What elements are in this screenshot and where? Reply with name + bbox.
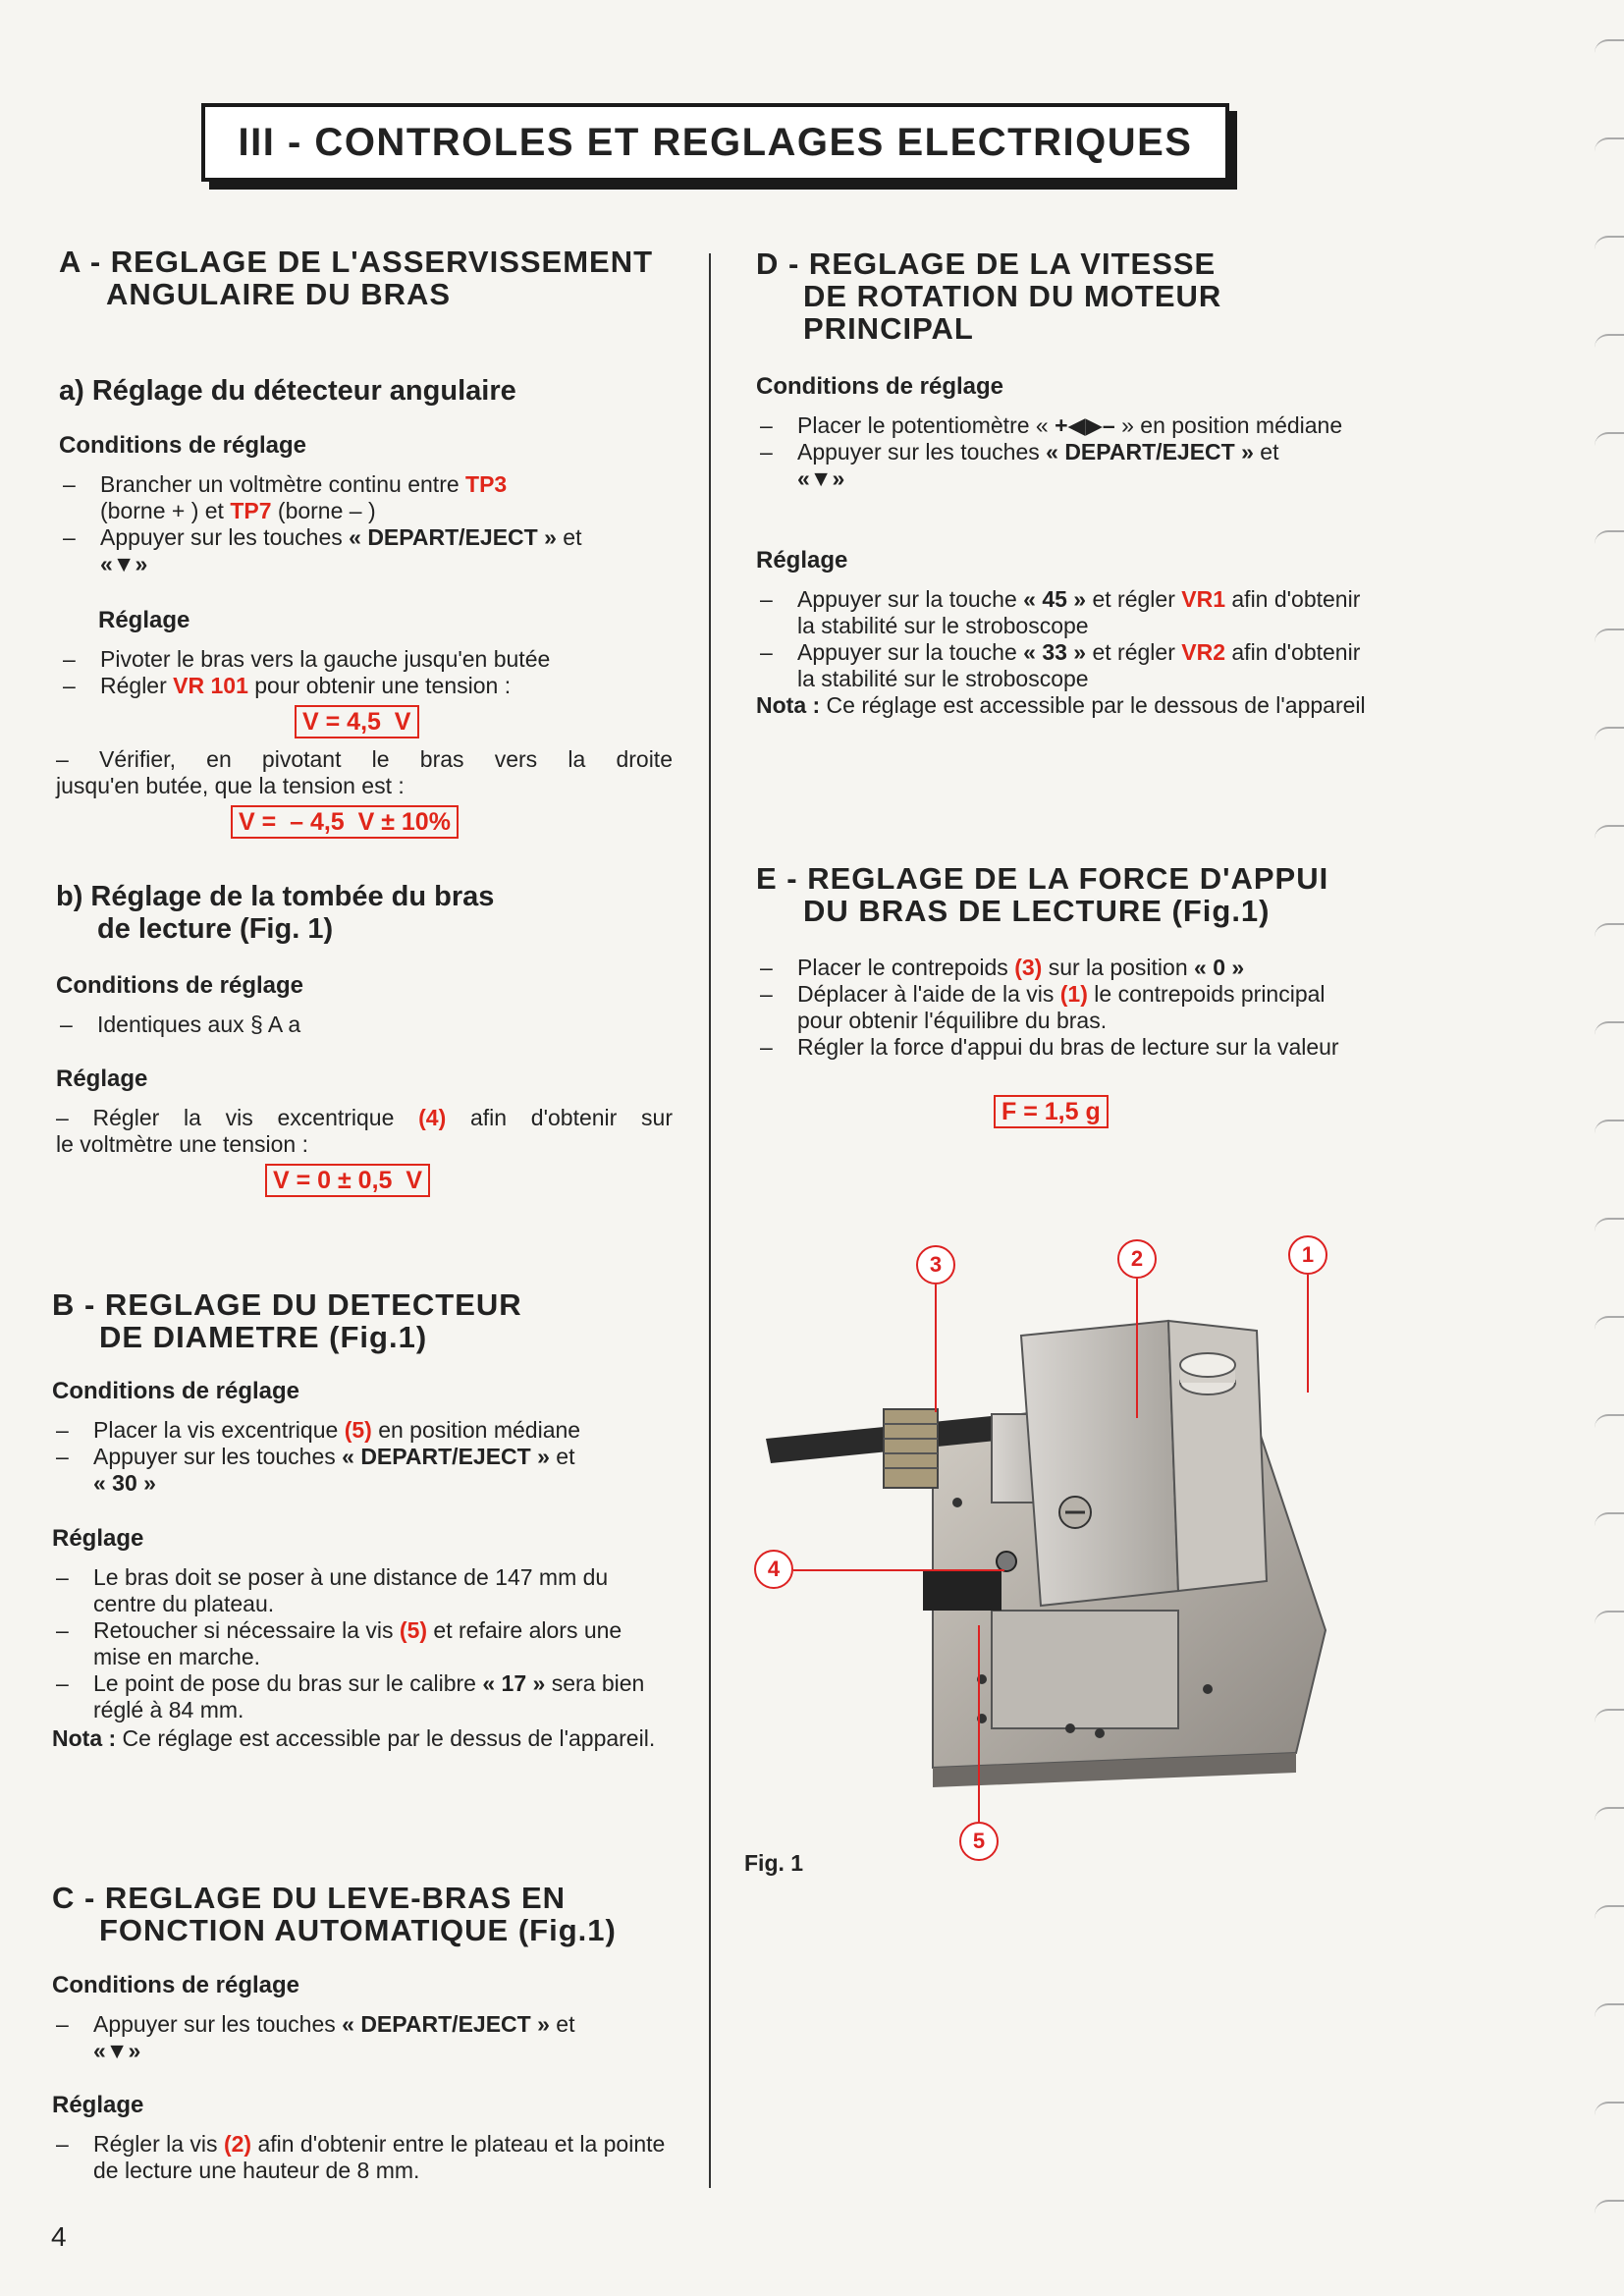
value-text: V = – 4,5 V ± 10% (231, 805, 459, 839)
d-reglage-list (756, 586, 1375, 719)
list-item: – Appuyer sur la touche « 33 » et régler VR2 afin d'obtenir la stabilité sur le stroboscope (760, 639, 1361, 691)
text: le voltmètre une tension : (56, 1131, 308, 1157)
page-title-box (201, 103, 1229, 182)
list-item: – Placer la vis excentrique (5) en position médiane (56, 1417, 581, 1443)
text: E - REGLAGE DE LA FORCE D'APPUI (756, 861, 1329, 896)
callout-5: 5 (959, 1822, 999, 1861)
binder-hole-mark (1595, 137, 1624, 151)
binder-hole-mark (1595, 727, 1624, 740)
text: et (549, 2011, 575, 2037)
text: et régler (1086, 639, 1182, 665)
note-text: Ce réglage est accessible par le dessous de l'appareil (820, 692, 1366, 718)
list-item: – Pivoter le bras vers la gauche jusqu'en butée (63, 646, 551, 672)
subsection-a-a-heading: a) Réglage du détecteur angulaire (59, 375, 516, 407)
b-reglage-list (52, 1564, 671, 1752)
binder-hole-mark (1595, 1218, 1624, 1231)
text: DE ROTATION DU MOTEUR (803, 279, 1222, 313)
text: b) Réglage de la tombée du bras (56, 881, 495, 912)
list-item: – Placer le contrepoids (3) sur la position « 0 » (760, 955, 1245, 980)
text: DU BRAS DE LECTURE (Fig.1) (803, 894, 1271, 928)
list-item: – Appuyer sur les touches « DEPART/EJECT » et «▼» (63, 524, 582, 576)
text: Régler la force d'appui du bras de lecture sur la valeur (797, 1034, 1339, 1060)
text: et refaire alors une mise en marche. (93, 1617, 623, 1669)
note-text: Ce réglage est accessible par le dessus de l'appareil. (116, 1725, 656, 1751)
text: « 0 » (1194, 955, 1245, 980)
a-a-reglage-label: Réglage (98, 607, 190, 633)
c-conditions-label: Conditions de réglage (52, 1972, 300, 1998)
section-e-heading (756, 862, 1384, 927)
ref-2: (2) (223, 2131, 252, 2157)
binder-hole-mark (1595, 1905, 1624, 1919)
key-label: « DEPART/EJECT » (349, 524, 557, 550)
subsection-a-b-heading (56, 881, 684, 946)
text: PRINCIPAL (803, 311, 974, 346)
text: en position médiane (371, 1417, 581, 1443)
text: Régler (100, 673, 174, 698)
list-item: – Appuyer sur les touches « DEPART/EJECT » et « 30 » (56, 1444, 575, 1496)
page-number: 4 (51, 2221, 67, 2252)
a-b-conditions-label: Conditions de réglage (56, 972, 304, 999)
key-label: « 30 » (93, 1470, 156, 1496)
binder-hole-mark (1595, 1807, 1624, 1821)
list-item: – Régler la vis (2) afin d'obtenir entre le plateau et la pointe de lecture une hauteur de 8 mm. (56, 2131, 666, 2183)
text: Identiques aux § A a (97, 1011, 301, 1037)
binder-hole-mark (1595, 1316, 1624, 1330)
binder-hole-mark (1595, 2102, 1624, 2115)
binder-hole-mark (1595, 334, 1624, 348)
binder-hole-mark (1595, 825, 1624, 839)
d-note (756, 692, 1375, 719)
list-item: – Retoucher si nécessaire la vis (5) et refaire alors une mise en marche. (56, 1617, 623, 1669)
key-label: « 33 » (1023, 639, 1087, 665)
list-item: – Identiques aux § A a (60, 1011, 301, 1037)
list-item: – Régler VR 101 pour obtenir une tension : (63, 673, 512, 698)
text: Appuyer sur les touches (100, 524, 350, 550)
b-conditions-list (52, 1417, 671, 1497)
text: et régler (1086, 586, 1182, 612)
text: Appuyer sur les touches (93, 2011, 343, 2037)
text: Appuyer sur la touche (797, 639, 1024, 665)
text: le contrepoids principal pour obtenir l'équilibre du bras. (797, 981, 1326, 1033)
down-key-label: «▼» (100, 551, 148, 576)
text: pour obtenir une tension : (247, 673, 512, 698)
text: Le point de pose du bras sur le calibre (93, 1670, 483, 1696)
list-item: – Appuyer sur les touches « DEPART/EJECT » et «▼» (760, 439, 1279, 491)
callout-4-line (793, 1569, 1004, 1571)
value-text: V = 4,5 V (295, 705, 419, 738)
text: afin d'obtenir la stabilité sur le stroboscope (797, 639, 1361, 691)
key-label: « DEPART/EJECT » (342, 1444, 550, 1469)
text: Placer la vis excentrique (93, 1417, 345, 1443)
callout-3: 3 (916, 1245, 955, 1285)
ref-5: (5) (344, 1417, 372, 1443)
section-c-heading (52, 1882, 680, 1946)
callout-2-line (1136, 1279, 1138, 1418)
list-item: – Régler la force d'appui du bras de lecture sur la valeur (760, 1034, 1339, 1060)
text: – Régler la vis excentrique (56, 1105, 419, 1130)
key-label: « DEPART/EJECT » (342, 2011, 550, 2037)
potentiometer-symbol: +◀▶– (1055, 412, 1115, 438)
vr2-label: VR2 (1181, 639, 1225, 665)
ref-5: (5) (399, 1617, 428, 1643)
text: Appuyer sur les touches (93, 1444, 343, 1469)
a-a-conditions-label: Conditions de réglage (59, 432, 307, 459)
binder-hole-mark (1595, 629, 1624, 642)
text: Placer le potentiomètre « (797, 412, 1056, 438)
text: afin d'obtenir la stabilité sur le stroboscope (797, 586, 1361, 638)
binder-hole-mark (1595, 1021, 1624, 1035)
b-note (52, 1725, 671, 1752)
binder-hole-mark (1595, 2200, 1624, 2214)
callout-4: 4 (754, 1550, 793, 1589)
d-conditions-list (756, 412, 1375, 492)
vr101-label: VR 101 (173, 673, 248, 698)
text: Appuyer sur les touches (797, 439, 1047, 465)
text: Brancher un voltmètre continu entre (100, 471, 466, 497)
b-conditions-label: Conditions de réglage (52, 1378, 300, 1404)
value-text: V = 0 ± 0,5 V (265, 1164, 430, 1197)
text: FONCTION AUTOMATIQUE (Fig.1) (99, 1913, 617, 1947)
text: B - REGLAGE DU DETECTEUR (52, 1287, 522, 1322)
figure-caption: Fig. 1 (744, 1850, 804, 1876)
text: (borne – ) (271, 498, 376, 523)
d-conditions-label: Conditions de réglage (756, 373, 1004, 400)
key-label: « DEPART/EJECT » (1046, 439, 1254, 465)
text: Pivoter le bras vers la gauche jusqu'en butée (100, 646, 551, 672)
text: Appuyer sur la touche (797, 586, 1024, 612)
ref-1: (1) (1059, 981, 1088, 1007)
text: Régler la vis (93, 2131, 224, 2157)
d-reglage-label: Réglage (756, 547, 848, 574)
text: de lecture (Fig. 1) (97, 913, 334, 945)
binder-hole-mark (1595, 1414, 1624, 1428)
section-a-heading-line1: A - REGLAGE DE L'ASSERVISSEMENT (59, 245, 654, 279)
section-b-heading (52, 1288, 680, 1353)
fig1-mechanism-illustration (746, 1218, 1355, 1886)
callout-1: 1 (1288, 1235, 1327, 1275)
text: et (549, 1444, 575, 1469)
value-text: F = 1,5 g (994, 1095, 1109, 1128)
text: (borne + ) et (100, 498, 231, 523)
c-conditions-list (52, 2011, 671, 2064)
text: D - REGLAGE DE LA VITESSE (756, 246, 1217, 281)
vr1-label: VR1 (1181, 586, 1225, 612)
text: DE DIAMETRE (Fig.1) (99, 1320, 428, 1354)
callout-2: 2 (1117, 1239, 1157, 1279)
text: C - REGLAGE DU LEVE-BRAS EN (52, 1881, 567, 1915)
binder-hole-mark (1595, 1709, 1624, 1722)
list-item: – Déplacer à l'aide de la vis (1) le contrepoids principal pour obtenir l'équilibre du bras. (760, 981, 1326, 1033)
c-reglage-list (52, 2131, 671, 2184)
section-a-heading-line2: ANGULAIRE DU BRAS (106, 277, 452, 311)
text: Placer le contrepoids (797, 955, 1015, 980)
text: « 17 » (482, 1670, 546, 1696)
value-box-v-minus45 (231, 805, 459, 839)
list-item: – Appuyer sur la touche « 45 » et régler VR1 afin d'obtenir la stabilité sur le stroboscope (760, 586, 1361, 638)
a-a-conditions-list (59, 471, 673, 577)
tp3-label: TP3 (465, 471, 508, 497)
text: sur la position (1042, 955, 1195, 980)
list-item: – Placer le potentiomètre « +◀▶– » en position médiane (760, 412, 1343, 438)
verify-paragraph (56, 746, 673, 799)
callout-3-line (935, 1285, 937, 1412)
e-list (756, 955, 1375, 1061)
text: afin d'obtenir sur (446, 1105, 673, 1130)
c-reglage-label: Réglage (52, 2092, 144, 2118)
a-b-reglage-label: Réglage (56, 1066, 148, 1092)
binder-hole-mark (1595, 530, 1624, 544)
text: » en position médiane (1114, 412, 1343, 438)
down-key-label: «▼» (797, 465, 845, 491)
callout-5-line (978, 1625, 980, 1822)
a-b-reglage-text (56, 1105, 673, 1158)
section-a-heading (59, 246, 687, 310)
section-d-heading (756, 247, 1384, 345)
text: et (556, 524, 582, 550)
ref-4: (4) (418, 1105, 447, 1130)
value-box-v0 (265, 1164, 430, 1197)
down-key-label: «▼» (93, 2038, 141, 2063)
text: et (1253, 439, 1279, 465)
binder-hole-mark (1595, 1120, 1624, 1133)
text: sera bien réglé à 84 mm. (93, 1670, 645, 1722)
binder-hole-mark (1595, 432, 1624, 446)
list-item: – Le bras doit se poser à une distance de 147 mm du centre du plateau. (56, 1564, 609, 1616)
binder-hole-mark (1595, 1512, 1624, 1526)
text: afin d'obtenir entre le plateau et la pointe de lecture une hauteur de 8 mm. (93, 2131, 666, 2183)
ref-3: (3) (1014, 955, 1043, 980)
text: Retoucher si nécessaire la vis (93, 1617, 400, 1643)
text: Le bras doit se poser à une distance de 147 mm du centre du plateau. (93, 1564, 609, 1616)
list-item: – Brancher un voltmètre continu entre TP3 (borne + ) et TP7 (borne – ) (63, 471, 508, 523)
binder-hole-mark (1595, 1611, 1624, 1624)
text: – Vérifier, en pivotant le bras vers la droite (56, 746, 673, 772)
a-b-conditions-list (56, 1011, 673, 1038)
binder-hole-mark (1595, 39, 1624, 53)
value-box-v45 (295, 705, 419, 738)
binder-hole-mark (1595, 236, 1624, 249)
list-item: – Le point de pose du bras sur le calibre « 17 » sera bien réglé à 84 mm. (56, 1670, 645, 1722)
binder-hole-mark (1595, 2003, 1624, 2017)
text: jusqu'en butée, que la tension est : (56, 773, 405, 798)
callout-1-line (1307, 1275, 1309, 1393)
text: Déplacer à l'aide de la vis (797, 981, 1060, 1007)
note-label: Nota : (756, 692, 821, 718)
a-a-reglage-list (59, 646, 673, 699)
tp7-label: TP7 (230, 498, 272, 523)
list-item: – Appuyer sur les touches « DEPART/EJECT » et «▼» (56, 2011, 575, 2063)
page-title: III - CONTROLES ET REGLAGES ELECTRIQUES (238, 120, 1193, 164)
binder-hole-mark (1595, 923, 1624, 937)
b-reglage-label: Réglage (52, 1525, 144, 1552)
note-label: Nota : (52, 1725, 117, 1751)
key-label: « 45 » (1023, 586, 1087, 612)
value-box-f15 (994, 1095, 1109, 1128)
column-divider (709, 253, 711, 2188)
